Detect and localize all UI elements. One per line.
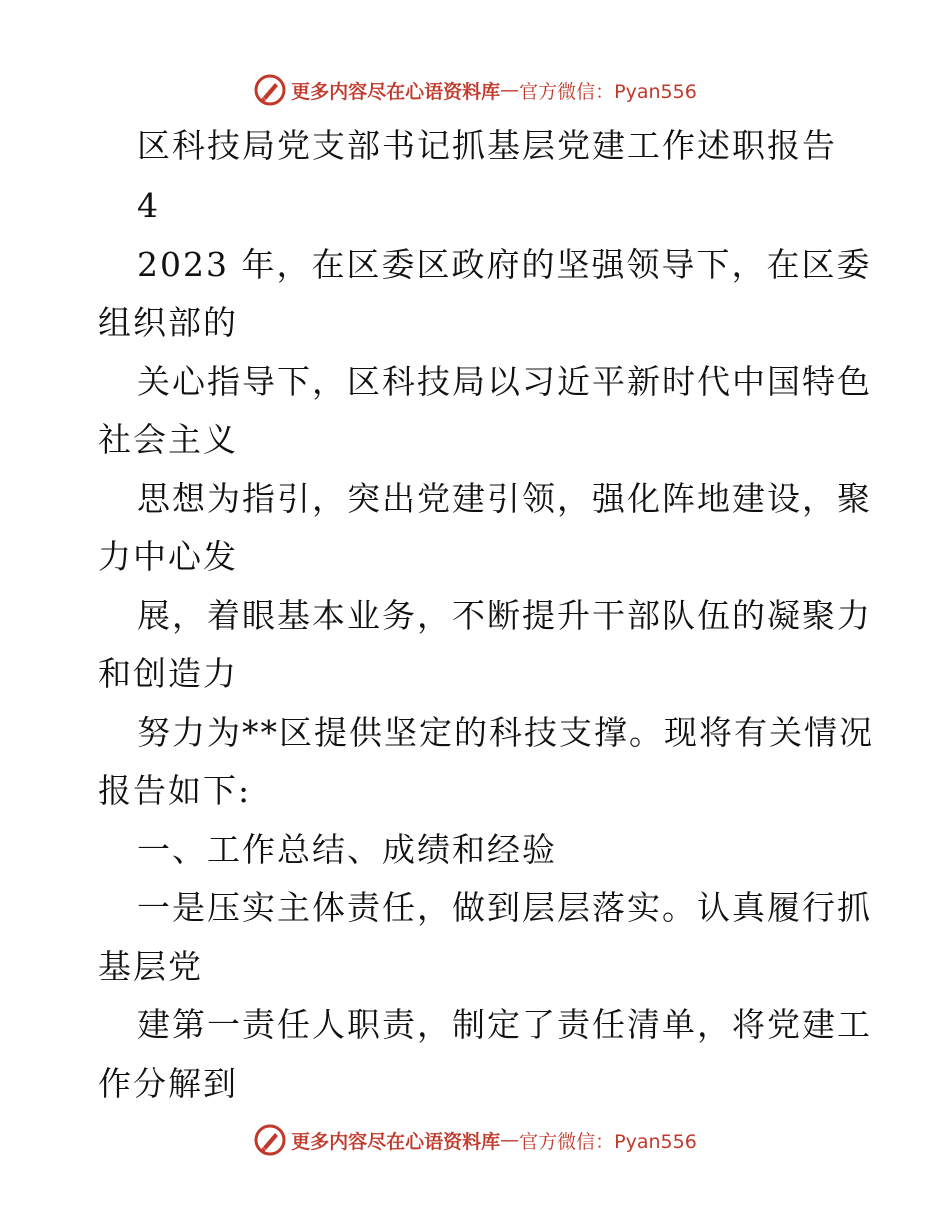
paragraph-line: 一是压实主体责任，做到层层落实。认真履行抓 — [137, 888, 872, 927]
watermark-dash: — — [500, 79, 520, 101]
paragraph-line: 报告如下: — [98, 771, 252, 810]
paragraph-line: 展，着眼基本业务，不断提升干部队伍的凝聚力 — [137, 596, 872, 635]
paragraph-line: 力中心发 — [98, 537, 238, 576]
paragraph-line: 组织部的 — [98, 303, 238, 342]
pen-seal-icon — [253, 73, 287, 107]
paragraph-line: 作分解到 — [98, 1064, 238, 1103]
watermark-wechat-text: 官方微信：Pyan556 — [519, 1130, 697, 1153]
watermark-wechat-text: 官方微信：Pyan556 — [519, 80, 697, 103]
pen-seal-icon — [253, 1123, 287, 1157]
paragraph-line: 努力为**区提供坚定的科技支撑。现将有关情况 — [137, 713, 874, 752]
watermark-banner-bottom — [0, 1120, 950, 1160]
document-title: 区科技局党支部书记抓基层党建工作述职报告 — [137, 126, 837, 165]
paragraph-line: 2023 年，在区委区政府的坚强领导下，在区委 — [137, 245, 872, 284]
watermark-main-text: 更多内容尽在心语资料库 — [291, 1130, 501, 1153]
section-heading: 一、工作总结、成绩和经验 — [137, 830, 557, 869]
document-title-number: 4 — [137, 186, 160, 225]
paragraph-line: 和创造力 — [98, 654, 238, 693]
paragraph-line: 关心指导下，区科技局以习近平新时代中国特色 — [137, 362, 872, 401]
paragraph-line: 思想为指引，突出党建引领，强化阵地建设，聚 — [137, 479, 872, 518]
watermark-banner-top — [0, 70, 950, 110]
watermark-dash: — — [500, 1129, 520, 1151]
paragraph-line: 建第一责任人职责，制定了责任清单，将党建工 — [137, 1005, 872, 1044]
paragraph-line: 社会主义 — [98, 420, 238, 459]
watermark-main-text: 更多内容尽在心语资料库 — [291, 80, 501, 103]
paragraph-line: 基层党 — [98, 947, 203, 986]
